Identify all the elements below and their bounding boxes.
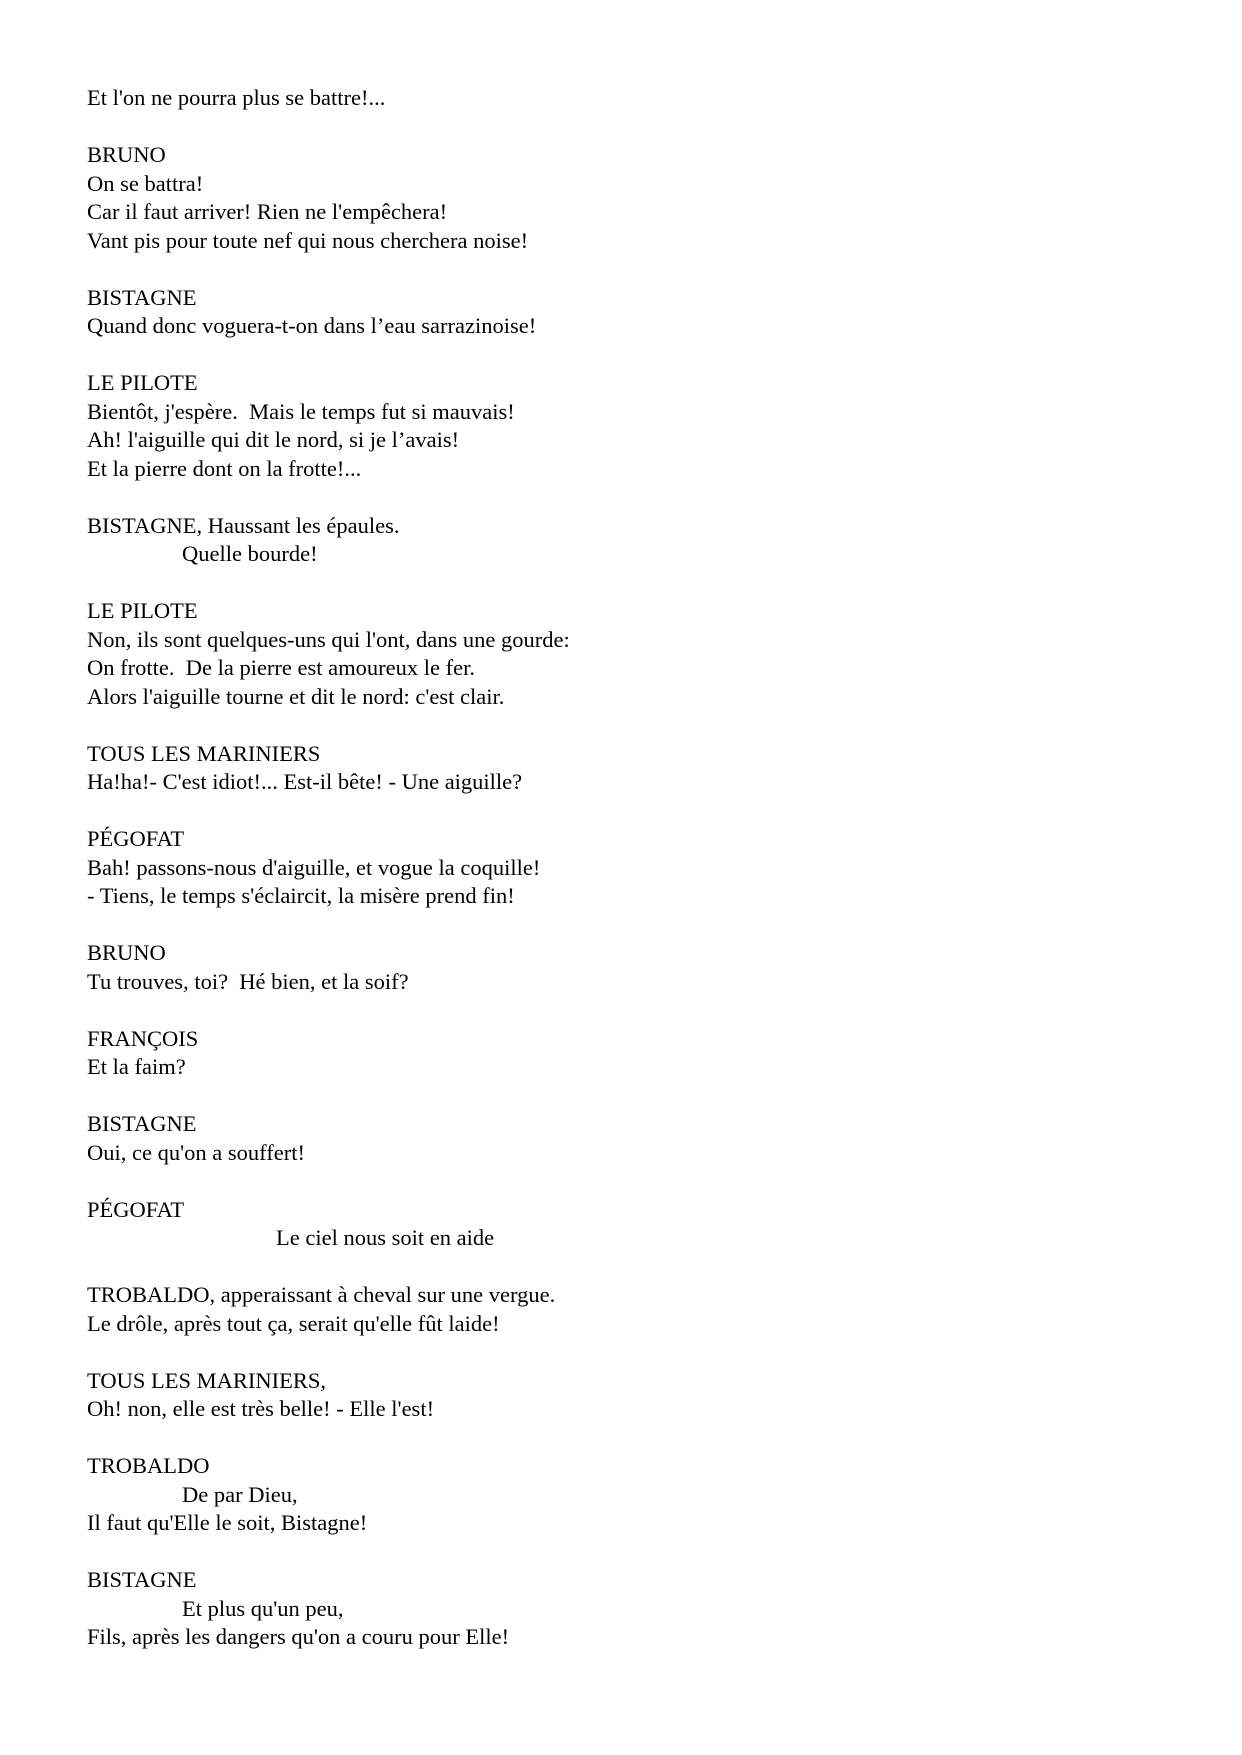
verse-line: - Tiens, le temps s'éclaircit, la misère prend fin! — [87, 883, 515, 908]
dialogue-block — [87, 825, 1187, 911]
verse-line: On se battra! — [87, 170, 204, 196]
speaker-line: TOUS LES MARINIERS — [87, 740, 321, 766]
speaker-line: BISTAGNE — [87, 1111, 197, 1136]
speaker-line: LE PILOTE — [87, 370, 198, 395]
dialogue-block — [87, 1025, 1187, 1082]
verse-line: Et plus qu'un peu, — [182, 1595, 344, 1621]
dialogue-block — [87, 1281, 1187, 1338]
dialogue-block — [87, 284, 1187, 341]
verse-line: Oui, ce qu'on a souffert! — [87, 1139, 305, 1165]
speaker-line: TOUS LES MARINIERS, — [87, 1367, 326, 1393]
speaker-line: BISTAGNE — [87, 1567, 197, 1592]
dialogue-block — [87, 84, 1187, 113]
dialogue-block — [87, 939, 1187, 996]
verse-line: Le drôle, après tout ça, serait qu'elle fût laide! — [87, 1310, 500, 1336]
speaker-line: BISTAGNE — [87, 284, 197, 310]
verse-line: Il faut qu'Elle le soit, Bistagne! — [87, 1510, 368, 1535]
verse-line: On frotte. De la pierre est amoureux le fer. — [87, 655, 475, 680]
dialogue-block — [87, 740, 1187, 797]
dialogue-block — [87, 1110, 1187, 1167]
verse-line: De par Dieu, — [182, 1481, 298, 1507]
dialogue-block — [87, 141, 1187, 255]
speaker-line: BISTAGNE, Haussant les épaules. — [87, 512, 400, 538]
dialogue-block — [87, 597, 1187, 711]
speaker-line: BRUNO — [87, 940, 166, 965]
speaker-line: Et l'on ne pourra plus se battre!... — [87, 85, 386, 110]
speaker-line: BRUNO — [87, 142, 166, 167]
verse-line: Vant pis pour toute nef qui nous cherchera noise! — [87, 227, 529, 253]
speaker-line: FRANÇOIS — [87, 1025, 199, 1051]
verse-line: Bientôt, j'espère. Mais le temps fut si mauvais! — [87, 398, 515, 424]
dialogue-block — [87, 369, 1187, 483]
verse-line: Car il faut arriver! Rien ne l'empêchera! — [87, 199, 448, 224]
dialogue-block — [87, 1452, 1187, 1538]
speaker-line: PÉGOFAT — [87, 1196, 185, 1222]
verse-line: Et la faim? — [87, 1054, 186, 1079]
dialogue-block — [87, 1367, 1187, 1424]
dialogue-block — [87, 512, 1187, 569]
speaker-line: TROBALDO, apperaissant à cheval sur une vergue. — [87, 1282, 556, 1307]
verse-line: Et la pierre dont on la frotte!... — [87, 455, 362, 481]
speaker-line: LE PILOTE — [87, 598, 198, 623]
speaker-line: TROBALDO — [87, 1453, 210, 1478]
document-page — [87, 84, 1187, 1680]
verse-line: Ha!ha!- C'est idiot!... Est-il bête! - Une aiguille? — [87, 769, 523, 794]
verse-line: Oh! non, elle est très belle! - Elle l'est! — [87, 1396, 435, 1421]
verse-line: Quand donc voguera-t-on dans l’eau sarrazinoise! — [87, 313, 537, 338]
dialogue-block — [87, 1566, 1187, 1652]
verse-line: Bah! passons-nous d'aiguille, et vogue la coquille! — [87, 854, 541, 880]
verse-line: Ah! l'aiguille qui dit le nord, si je l’avais! — [87, 427, 460, 452]
verse-line: Non, ils sont quelques-uns qui l'ont, dans une gourde: — [87, 626, 570, 652]
verse-line: Alors l'aiguille tourne et dit le nord: c'est clair. — [87, 683, 505, 709]
verse-line: Le ciel nous soit en aide — [276, 1225, 495, 1250]
speaker-line: PÉGOFAT — [87, 826, 185, 851]
verse-line: Quelle bourde! — [182, 541, 318, 566]
dialogue-block — [87, 1196, 1187, 1253]
verse-line: Fils, après les dangers qu'on a couru pour Elle! — [87, 1624, 510, 1649]
verse-line: Tu trouves, toi? Hé bien, et la soif? — [87, 968, 409, 994]
